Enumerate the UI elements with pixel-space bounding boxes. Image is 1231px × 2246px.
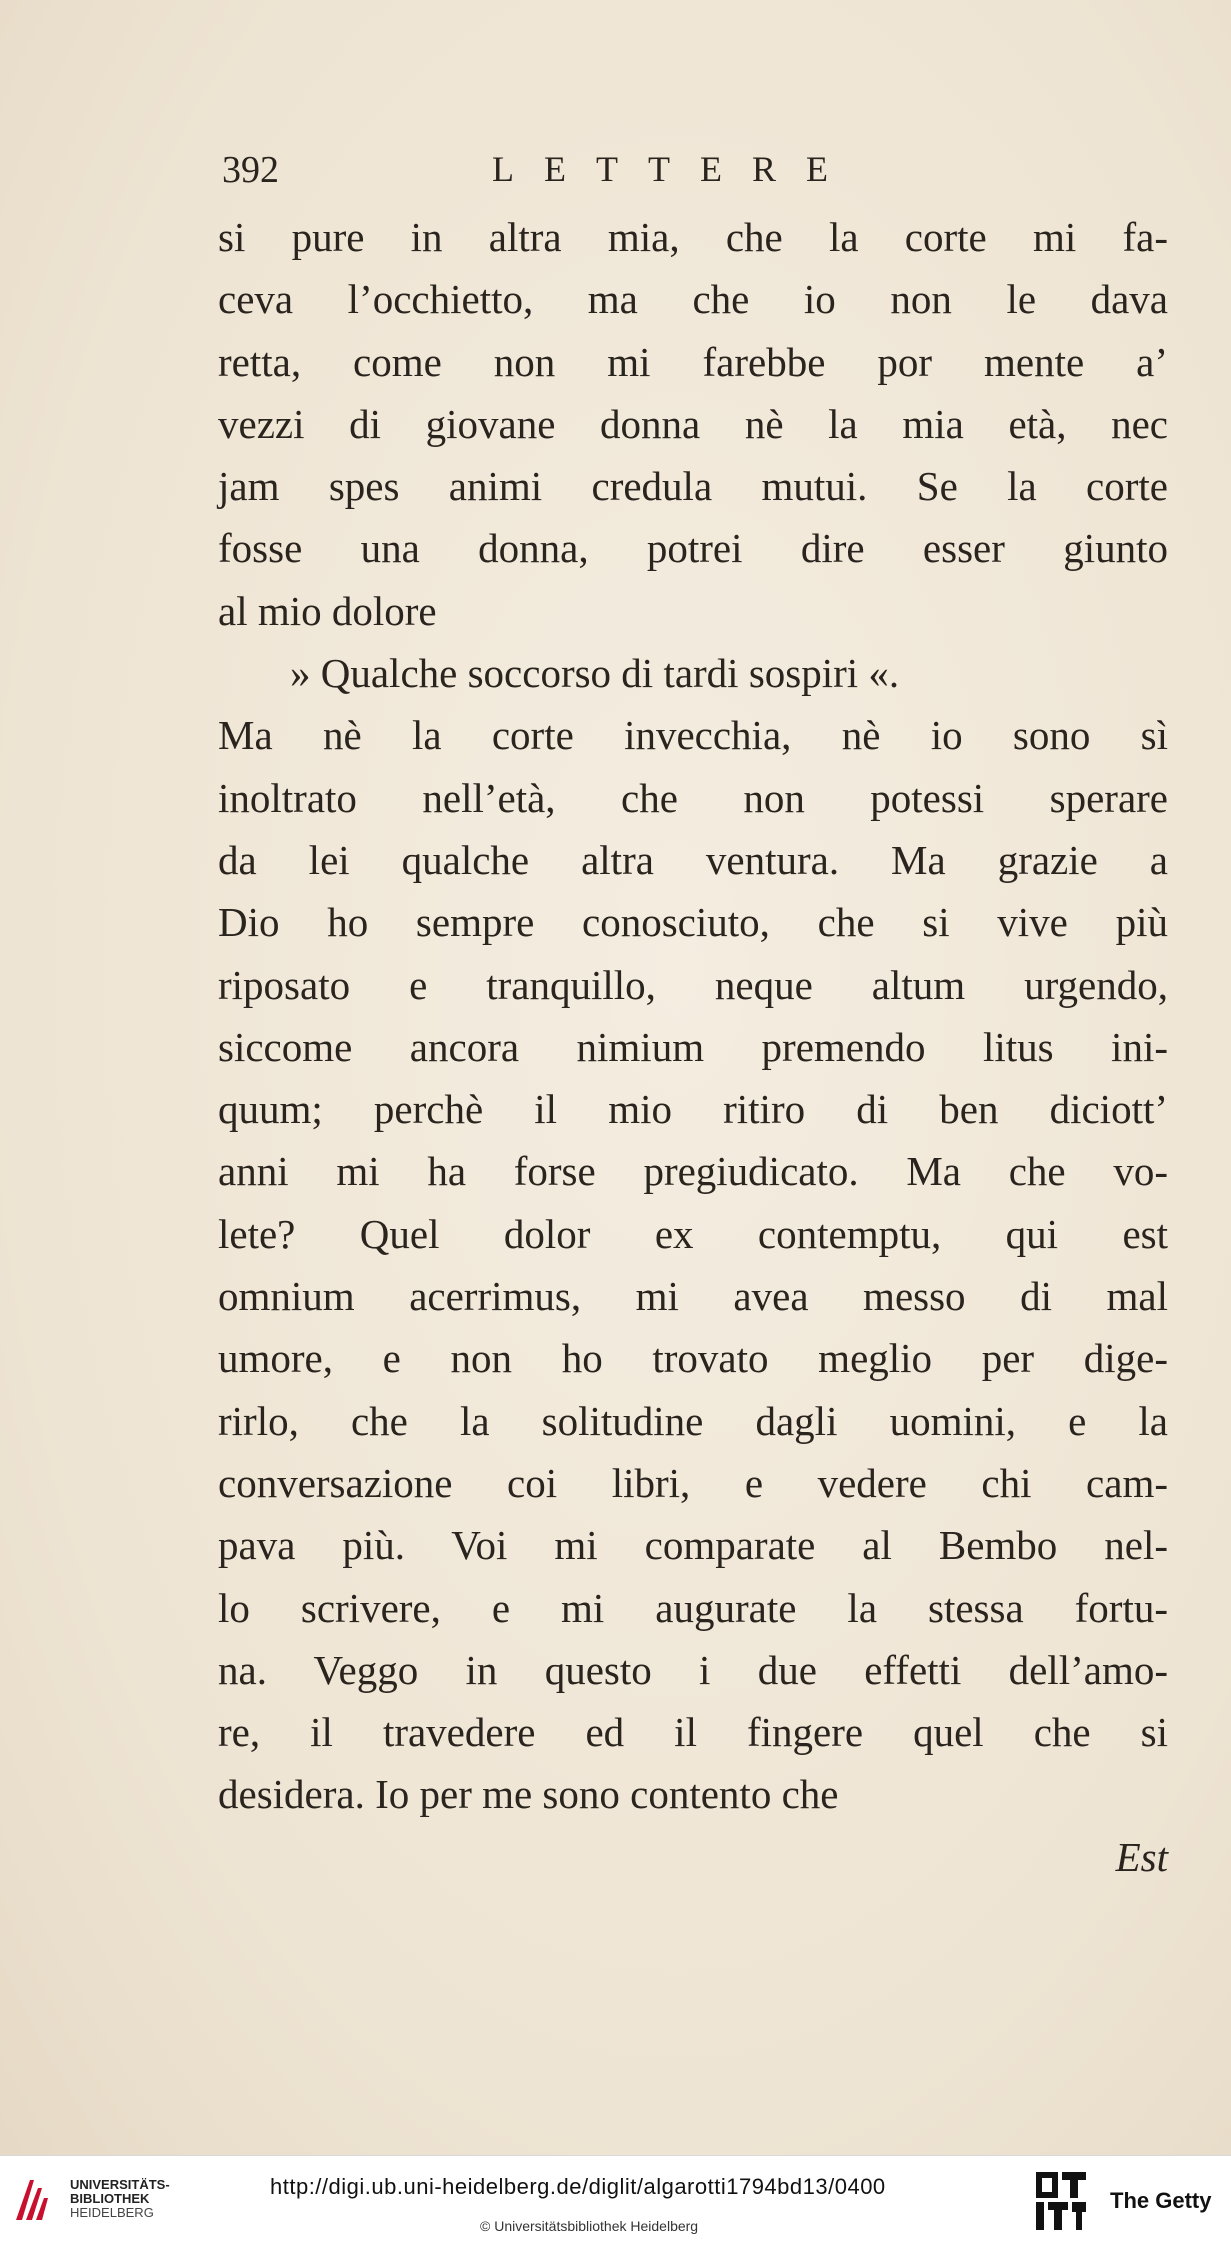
- library-name: UNIVERSITÄTS- BIBLIOTHEK HEIDELBERG: [70, 2177, 170, 2220]
- text-line: fosse una donna, potrei dire esser giunto: [218, 525, 1168, 572]
- text-line: rirlo, che la solitudine dagli uomini, e la: [218, 1397, 1168, 1444]
- getty-logo-icon: [1034, 2170, 1090, 2232]
- text-line: na. Veggo in questo i due effetti dell’amo-: [218, 1646, 1168, 1693]
- text-line: conversazione coi libri, e vedere chi cam-: [218, 1459, 1168, 1506]
- text-line: quum; perchè il mio ritiro di ben diciott’: [218, 1086, 1168, 1133]
- text-line: si pure in altra mia, che la corte mi fa-: [218, 214, 1168, 260]
- quoted-verse: » Qualche soccorso di tardi sospiri «.: [290, 650, 900, 697]
- text-line: lo scrivere, e mi augurate la stessa fortu-: [218, 1584, 1168, 1631]
- text-line: vezzi di giovane donna nè la mia età, nec: [218, 400, 1168, 447]
- text-line: umore, e non ho trovato meglio per dige-: [218, 1335, 1168, 1382]
- text-line: omnium acerrimus, mi avea messo di mal: [218, 1273, 1168, 1320]
- text-line: desidera. Io per me sono contento che: [218, 1771, 839, 1818]
- page-header: [222, 148, 1022, 208]
- running-title: LETTERE: [492, 149, 858, 189]
- university-library-logo-icon: [12, 2174, 52, 2226]
- text-line: anni mi ha forse pregiudicato. Ma che vo-: [218, 1148, 1168, 1195]
- text-line: da lei qualche altra ventura. Ma grazie a: [218, 836, 1168, 883]
- text-line: Dio ho sempre conosciuto, che si vive più: [218, 899, 1168, 946]
- copyright-notice: © Universitätsbibliothek Heidelberg: [480, 2218, 699, 2234]
- text-line: inoltrato nell’età, che non potessi sperare: [218, 774, 1168, 821]
- text-line: Ma nè la corte invecchia, nè io sono sì: [218, 712, 1168, 759]
- text-line: re, il travedere ed il fingere quel che si: [218, 1709, 1168, 1756]
- text-line: ceva l’occhietto, ma che io non le dava: [218, 276, 1168, 323]
- text-line: lete? Quel dolor ex contemptu, qui est: [218, 1210, 1168, 1257]
- body-text: [218, 206, 1168, 1888]
- text-line: riposato e tranquillo, neque altum urgendo,: [218, 961, 1168, 1008]
- catchword: Est: [1115, 1833, 1168, 1880]
- permalink-url[interactable]: http://digi.ub.uni-heidelberg.de/diglit/algarotti1794bd13/0400: [270, 2174, 886, 2199]
- text-line: jam spes animi credula mutui. Se la corte: [218, 463, 1168, 510]
- text-line: retta, come non mi farebbe por mente a’: [218, 338, 1168, 385]
- text-line: pava più. Voi mi comparate al Bembo nel-: [218, 1522, 1168, 1569]
- text-line: al mio dolore: [218, 587, 437, 634]
- viewer-footer: [0, 2155, 1231, 2246]
- partner-name: The Getty: [1110, 2188, 1212, 2213]
- text-line: siccome ancora nimium premendo litus ini-: [218, 1023, 1168, 1070]
- page-number: 392: [222, 149, 279, 191]
